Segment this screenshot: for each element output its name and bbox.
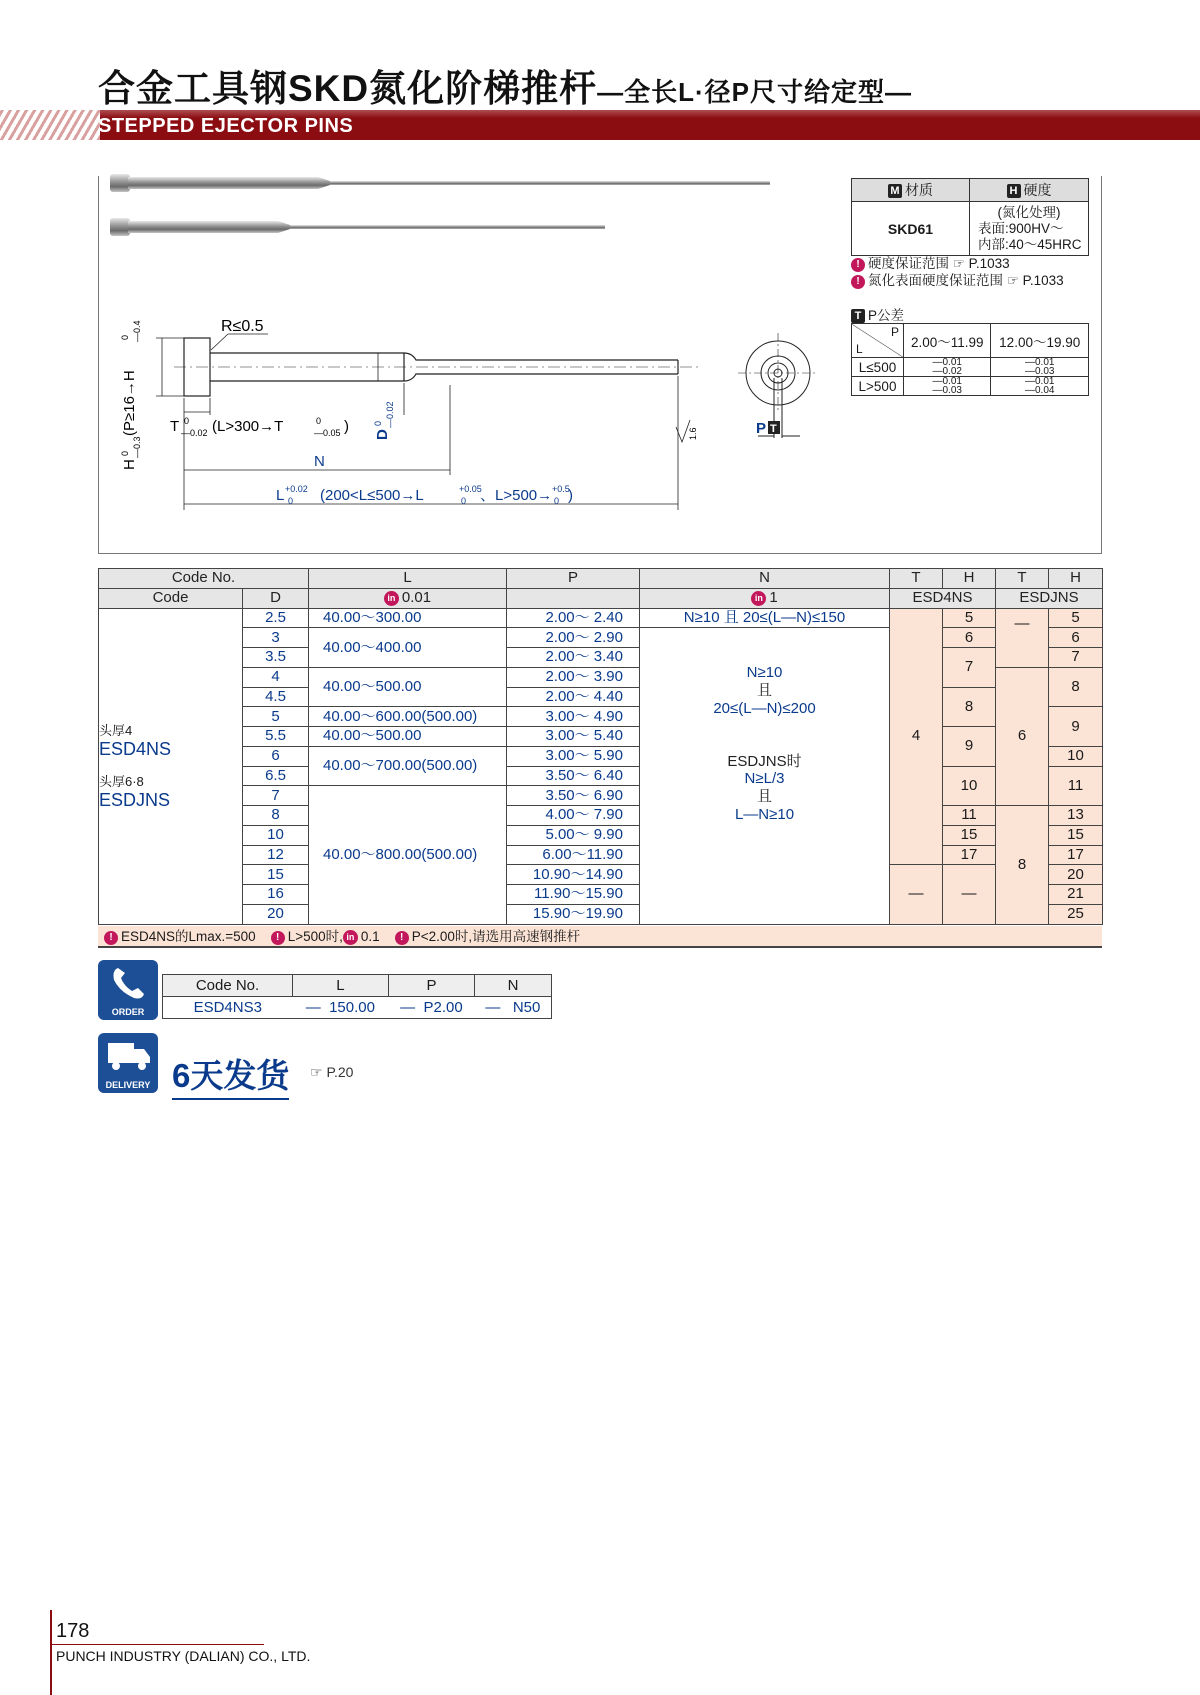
svg-text:0: 0: [373, 420, 383, 426]
title-sub: —全长L·径P尺寸给定型—: [597, 77, 913, 107]
table-row: 6.5 3.50～ 6.40 10 11: [99, 766, 1103, 786]
pointer-icon: ☞: [1006, 273, 1019, 288]
p-tol-col: 2.00～11.99: [904, 324, 991, 358]
stripe-decoration: [0, 110, 100, 140]
pointer-icon: ☞: [310, 1064, 323, 1080]
technical-drawing: [98, 170, 848, 510]
svg-text:L: L: [276, 487, 285, 504]
subtitle-en: STEPPED EJECTOR PINS: [98, 115, 354, 137]
svg-text:(200<L≤500→L: (200<L≤500→L: [320, 487, 424, 504]
table-row: 7 40.00～800.00(500.00) 3.50～ 6.90: [99, 786, 1103, 806]
delivery-icon: DELIVERY: [98, 1033, 158, 1093]
svg-text:—0.3: —0.3: [132, 436, 142, 458]
n-dimension-label: N: [314, 453, 325, 470]
footer-rule: [50, 1644, 264, 1645]
table-row: 10 5.00～ 9.90 15 15: [99, 825, 1103, 845]
hardness-line: (氮化处理): [997, 204, 1061, 220]
table-row: 4.5 2.00～ 4.40 8: [99, 687, 1103, 707]
spec-table: [98, 568, 1103, 925]
order-example-table: Code No. L P N ESD4NS3 — 150.00 — P2.00 — N50: [162, 974, 552, 1019]
note-text: 氮化表面硬度保证范围: [868, 273, 1003, 288]
hardness-header: 硬度: [1023, 182, 1052, 198]
p-tolerance-title: T P公差: [851, 304, 904, 324]
header-band: [0, 110, 1200, 140]
table-row: 5.5 40.00～500.00 3.00～ 5.40 9: [99, 727, 1103, 747]
table-row: 头厚4 ESD4NS 头厚6·8 ESDJNS 2.5 40.00～300.00 2.00～ 2.40 N≥10 且 20≤(L—N)≤150 4 5 — 5: [99, 608, 1103, 628]
p-dimension-label: P: [756, 420, 767, 437]
svg-text:(L>300→T: (L>300→T: [212, 418, 284, 435]
spec-header-row: Code D in 0.01 in 1 ESD4NS ESDJNS: [99, 588, 1103, 608]
svg-text:0: 0: [288, 496, 294, 506]
note-text: 硬度保证范围: [868, 256, 949, 271]
svg-text:0: 0: [554, 496, 560, 506]
svg-text:、L>500→: 、L>500→: [480, 487, 553, 504]
material-table: [851, 178, 1089, 256]
pin-photo-2: [110, 218, 605, 236]
pin-line-drawing: [174, 338, 698, 396]
h-dimension-label: [120, 320, 142, 470]
hardness-line: 内部:40～45HRC: [978, 236, 1082, 252]
material-value: SKD61: [852, 202, 970, 256]
svg-text:—0.02: —0.02: [385, 401, 395, 428]
p-tolerance-badge: T: [770, 423, 777, 435]
svg-text:—0.02: —0.02: [181, 428, 208, 438]
spec-header-row: Code No. L P N T H T H: [99, 569, 1103, 589]
roughness-label: 1.6: [688, 427, 698, 440]
footer-rule: [50, 1610, 52, 1695]
svg-text:—0.4: —0.4: [132, 320, 142, 342]
svg-text:H: H: [121, 459, 138, 470]
d-dimension-label: [373, 401, 395, 440]
material-badge: M: [888, 184, 902, 198]
table-row: 5 40.00～600.00(500.00) 3.00～ 4.90 9: [99, 707, 1103, 727]
svg-text:D: D: [374, 429, 391, 440]
pin-photo-1: [110, 174, 770, 192]
table-row: 3 40.00～400.00 2.00～ 2.90 N≥10 且 20≤(L—N)≤200 ESDJNS时 N≥L/3 且 L—N≥10 6 6: [99, 628, 1103, 648]
table-row: 12 6.00～11.90 17 17: [99, 845, 1103, 865]
t-dimension-label: [170, 416, 349, 438]
code-esd4ns: ESD4NS: [99, 738, 172, 759]
svg-text:(P≥16→H: (P≥16→H: [121, 370, 138, 436]
svg-text:0: 0: [120, 450, 130, 456]
l-dimension-label: [276, 484, 573, 506]
hardness-line: 表面:900HV～: [978, 220, 1064, 236]
svg-text:): ): [344, 418, 349, 435]
svg-text:0: 0: [120, 334, 130, 340]
p-tolerance-table: P L 2.00～11.99 12.00～19.90 L≤500 —0.01 —0.02 —0.01 —0.03 L>500 —0.01 —0.03 —0.01 —0.04: [851, 323, 1089, 396]
svg-text:0: 0: [461, 496, 467, 506]
company-name: PUNCH INDUSTRY (DALIAN) CO., LTD.: [56, 1648, 311, 1664]
svg-text:+0.05: +0.05: [459, 484, 482, 494]
table-row: 3.5 2.00～ 3.40 7 7: [99, 648, 1103, 668]
table-row: 8 4.00～ 7.90 11 8 13: [99, 806, 1103, 826]
code-esdjns: ESDJNS: [99, 789, 171, 810]
code-cell: 头厚4 ESD4NS 头厚6·8 ESDJNS: [99, 608, 243, 924]
svg-text:0: 0: [316, 416, 322, 426]
svg-text:T: T: [170, 418, 180, 435]
hardness-badge: H: [1007, 184, 1021, 198]
order-icon: ORDER: [98, 960, 158, 1020]
svg-text:+0.5: +0.5: [552, 484, 570, 494]
svg-text:—0.05: —0.05: [314, 428, 341, 438]
table-row: 20 15.90～19.90 25: [99, 904, 1103, 924]
svg-text:): ): [568, 487, 573, 504]
page-number: 178: [56, 1620, 90, 1642]
delivery-days: 6天发货: [172, 1050, 289, 1100]
note-ref[interactable]: P.1033: [1022, 273, 1064, 288]
table-row: 6 40.00～700.00(500.00) 3.00～ 5.90 10: [99, 746, 1103, 766]
table-row: 16 11.90～15.90 21: [99, 885, 1103, 905]
pointer-icon: ☞: [952, 256, 965, 271]
svg-text:+0.02: +0.02: [285, 484, 308, 494]
page-title: [98, 58, 912, 112]
hardness-notes: ! 硬度保证范围 ☞ P.1033 ! 氮化表面硬度保证范围 ☞ P.1033: [851, 255, 1064, 289]
table-footnote: ! ESD4NS的Lmax.=500 ! L>500时, in 0.1 ! P<2.00时,请选用高速钢推杆: [98, 926, 1102, 948]
table-row: 4 40.00～500.00 2.00～ 3.90 6 8: [99, 667, 1103, 687]
delivery-ref[interactable]: ☞ P.20: [310, 1064, 354, 1080]
table-row: 15 10.90～14.90 — — 20: [99, 865, 1103, 885]
material-header: 材质: [905, 182, 933, 198]
svg-text:0: 0: [184, 416, 190, 426]
note-ref[interactable]: P.1033: [968, 256, 1010, 271]
radius-label: R≤0.5: [221, 318, 264, 335]
title-main: 合金工具钢SKD氮化阶梯推杆: [98, 68, 598, 109]
p-tol-col: 12.00～19.90: [991, 324, 1089, 358]
